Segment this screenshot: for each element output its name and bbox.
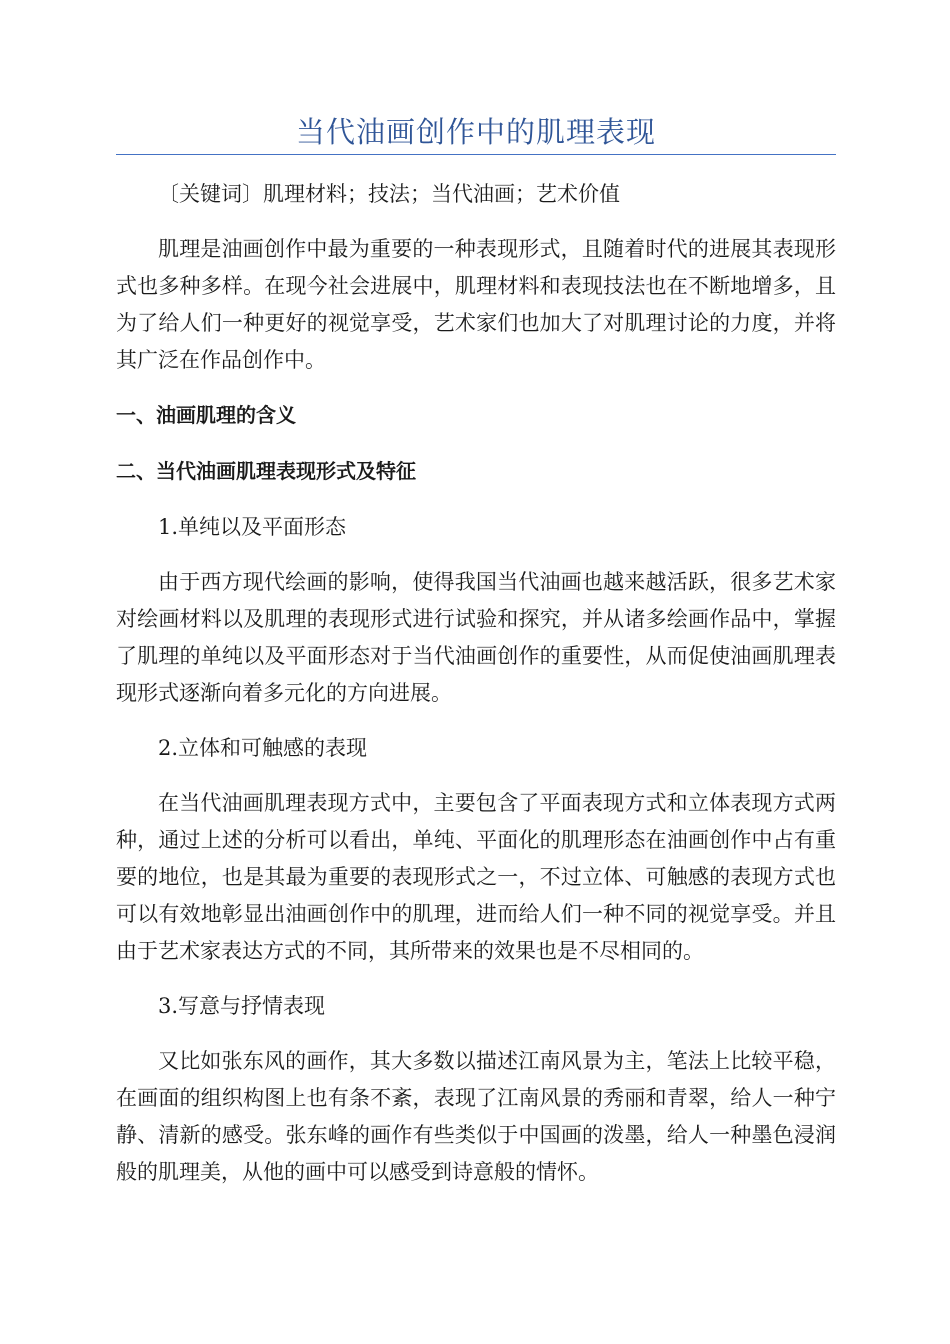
title-underline <box>116 154 836 155</box>
subsection-2-paragraph: 在当代油画肌理表现方式中，主要包含了平面表现方式和立体表现方式两种，通过上述的分析可以看出，单纯、平面化的肌理形态在油画创作中占有重要的地位，也是其最为重要的表现形式之一，不过立体、可触感的表现方式也可以有效地彰显出油画创作中的肌理，进而给人们一种不同的视觉享受。并且由于艺术家表达方式的不同，其所带来的效果也是不尽相同的。 <box>116 791 836 963</box>
subsection-3-paragraph: 又比如张东风的画作，其大多数以描述江南风景为主，笔法上比较平稳，在画面的组织构图上也有条不紊，表现了江南风景的秀丽和青翠，给人一种宁静、清新的感受。张东峰的画作有些类似于中国画的泼墨，给人一种墨色浸润般的肌理美，从他的画中可以感受到诗意般的情怀。 <box>116 1049 836 1184</box>
keywords-line: 〔关键词〕肌理材料；技法；当代油画；艺术价值 <box>158 182 620 206</box>
section-2-heading: 二、当代油画肌理表现形式及特征 <box>116 459 416 483</box>
document-title: 当代油画创作中的肌理表现 <box>295 115 656 149</box>
subsection-3-heading: 3.写意与抒情表现 <box>158 994 326 1018</box>
document-body <box>116 176 836 1209</box>
section-1-heading: 一、油画肌理的含义 <box>116 403 296 427</box>
subsection-2-heading: 2.立体和可触感的表现 <box>158 736 368 760</box>
subsection-1-heading: 1.单纯以及平面形态 <box>158 515 347 539</box>
intro-paragraph: 肌理是油画创作中最为重要的一种表现形式，且随着时代的进展其表现形式也多种多样。在现今社会进展中，肌理材料和表现技法也在不断地增多，且为了给人们一种更好的视觉享受，艺术家们也加大了对肌理讨论的力度，并将其广泛在作品创作中。 <box>116 237 836 372</box>
subsection-1-paragraph: 由于西方现代绘画的影响，使得我国当代油画也越来越活跃，很多艺术家对绘画材料以及肌理的表现形式进行试验和探究，并从诸多绘画作品中，掌握了肌理的单纯以及平面形态对于当代油画创作的重要性，从而促使油画肌理表现形式逐渐向着多元化的方向进展。 <box>116 570 836 705</box>
